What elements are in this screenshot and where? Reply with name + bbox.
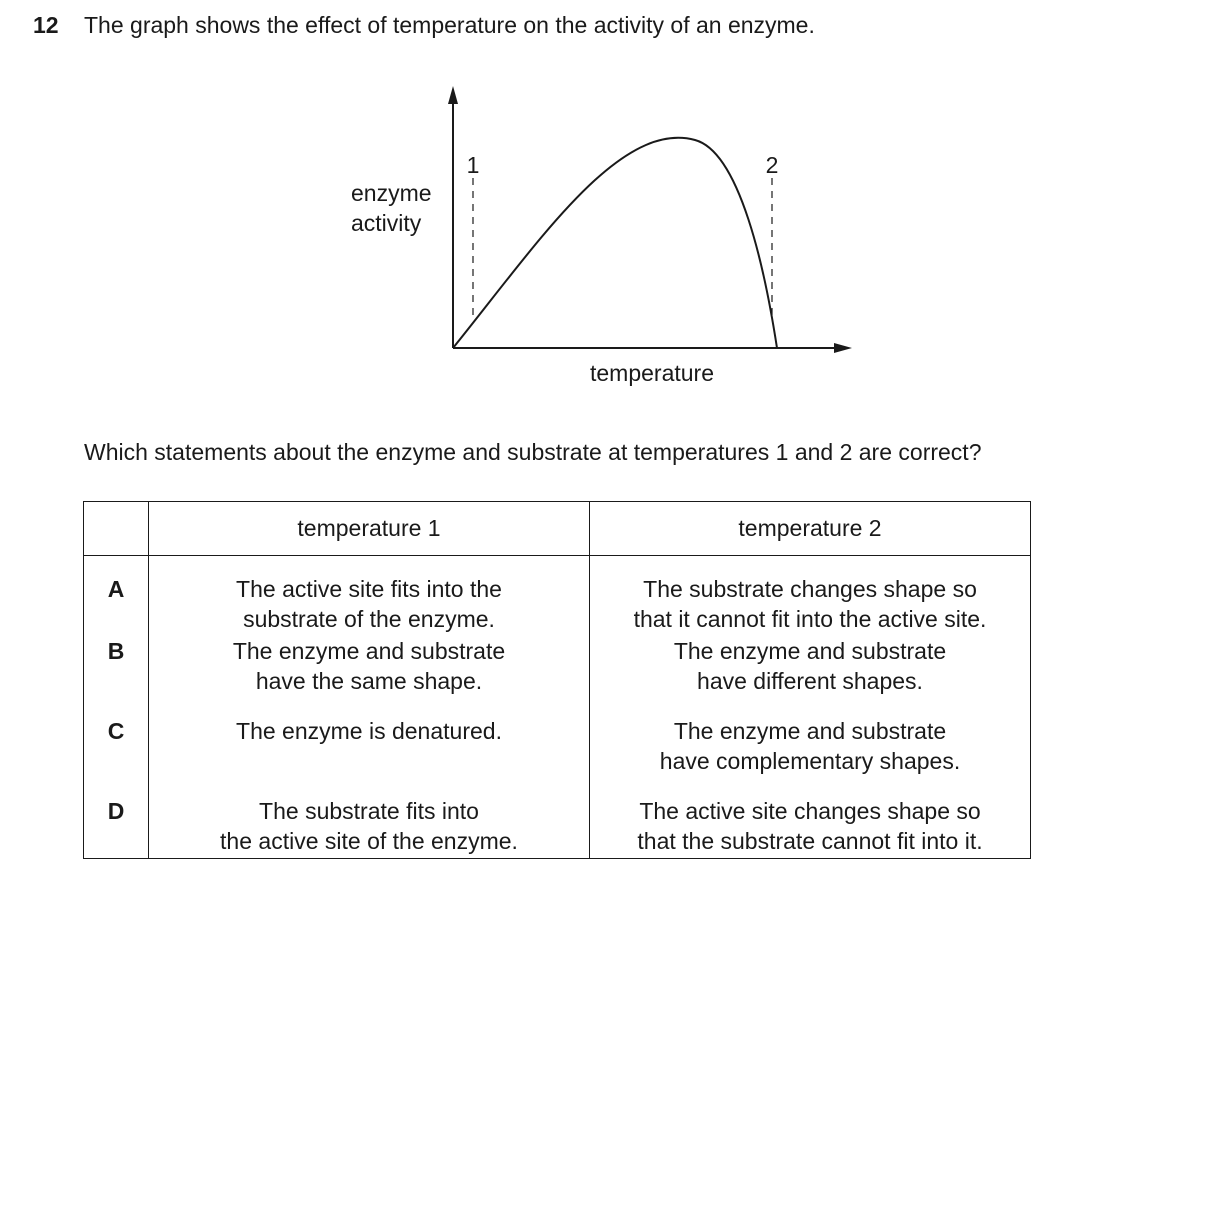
header-blank [84, 502, 149, 556]
option-temperature-2-text: The enzyme and substrate have complementary shapes. [590, 716, 1031, 796]
x-axis-arrowhead [834, 343, 852, 353]
y-axis-label-line2: activity [351, 210, 422, 236]
option-row-a[interactable] [84, 556, 1031, 637]
option-letter: C [84, 716, 149, 796]
option-row-d[interactable] [84, 796, 1031, 859]
option-letter: B [84, 636, 149, 716]
header-temperature-1: temperature 1 [149, 502, 590, 556]
enzyme-activity-graph [340, 80, 860, 400]
option-temperature-1-text: The substrate fits into the active site of the enzyme. [149, 796, 590, 859]
answer-options-table [83, 501, 1031, 859]
question-prompt: Which statements about the enzyme and substrate at temperatures 1 and 2 are correct? [84, 439, 982, 465]
option-temperature-2-text: The enzyme and substrate have different shapes. [590, 636, 1031, 716]
y-axis-arrowhead [448, 86, 458, 104]
marker-2-label: 2 [765, 152, 779, 178]
question-number: 12 [33, 12, 59, 38]
x-axis-label: temperature [589, 360, 715, 386]
question-text: The graph shows the effect of temperature on the activity of an enzyme. [84, 12, 815, 38]
option-temperature-2-text: The substrate changes shape so that it cannot fit into the active site. [590, 556, 1031, 637]
y-axis-label-line1: enzyme [351, 180, 432, 206]
option-row-c[interactable] [84, 716, 1031, 796]
option-temperature-1-text: The active site fits into the substrate of the enzyme. [149, 556, 590, 637]
table-header-row [84, 502, 1031, 556]
option-letter: D [84, 796, 149, 859]
option-letter: A [84, 556, 149, 637]
option-temperature-1-text: The enzyme and substrate have the same shape. [149, 636, 590, 716]
option-temperature-1-text: The enzyme is denatured. [149, 716, 590, 796]
option-temperature-2-text: The active site changes shape so that the substrate cannot fit into it. [590, 796, 1031, 859]
activity-curve [453, 138, 777, 348]
marker-1-label: 1 [466, 152, 480, 178]
option-row-b[interactable] [84, 636, 1031, 716]
header-temperature-2: temperature 2 [590, 502, 1031, 556]
